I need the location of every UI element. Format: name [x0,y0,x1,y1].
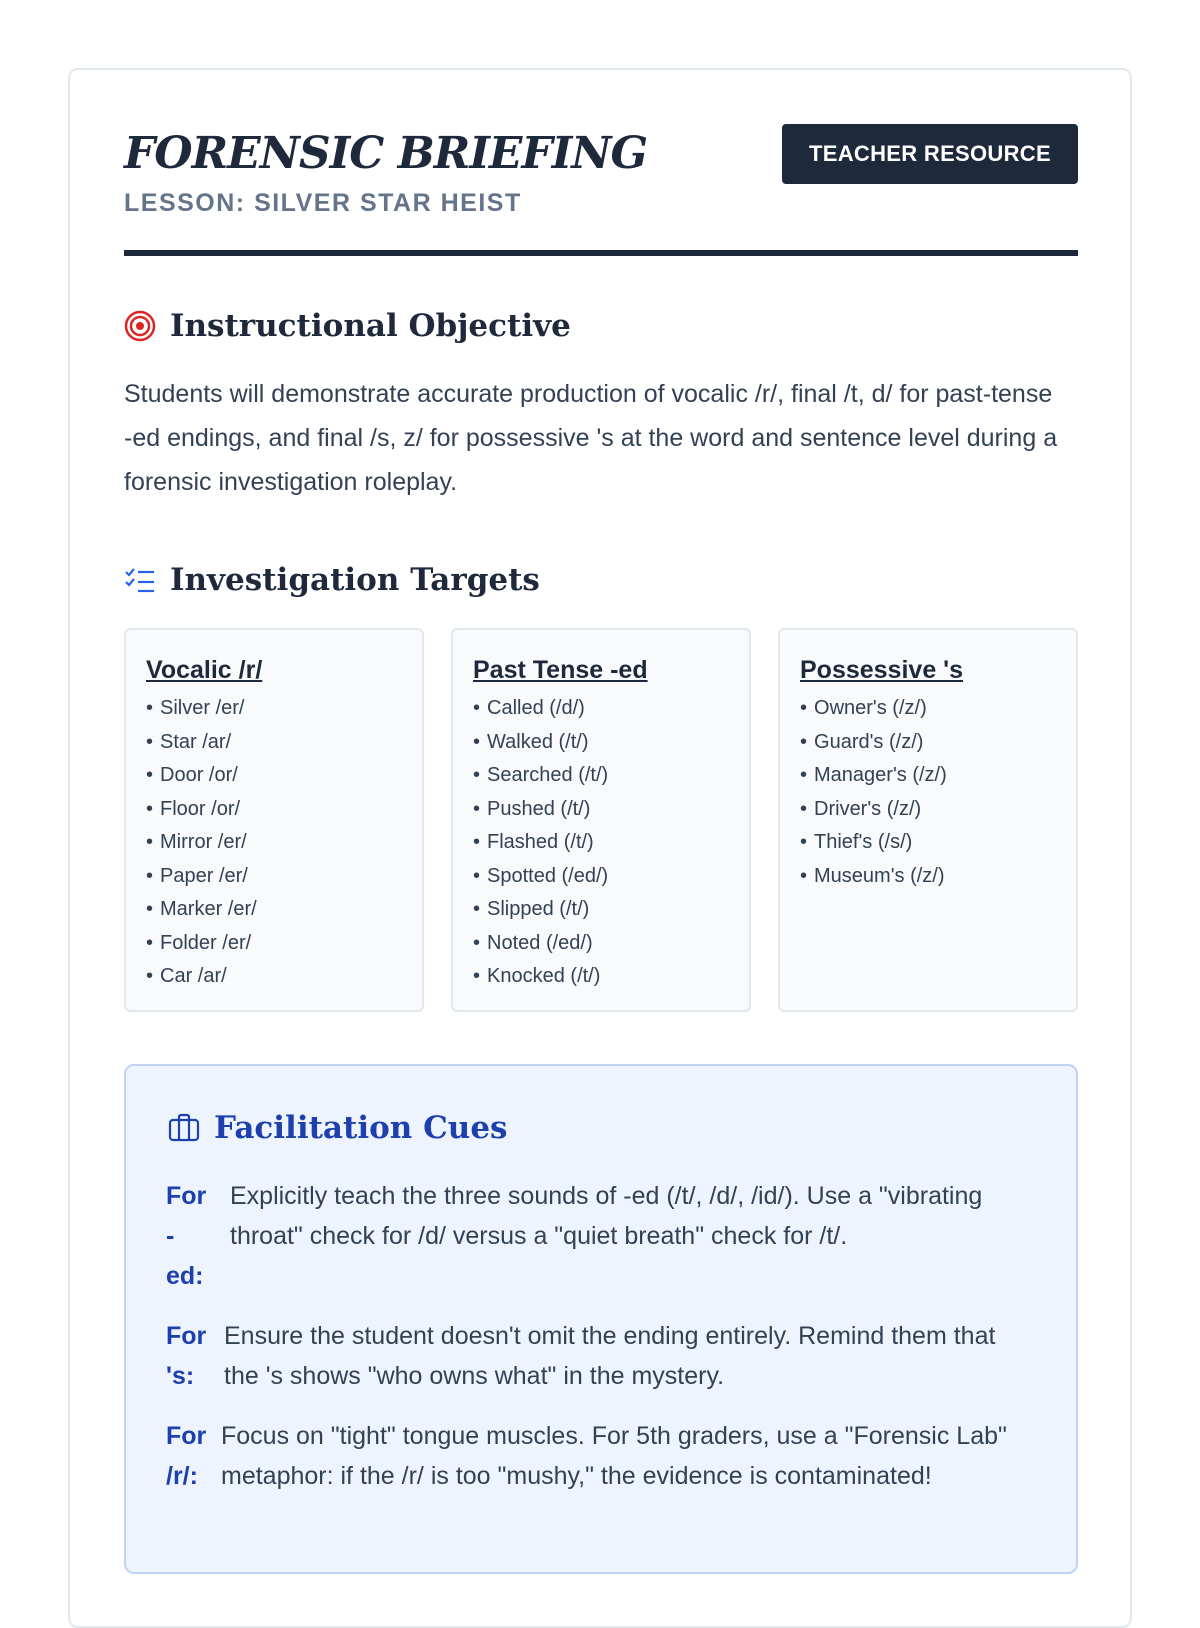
cue-key-line: For [166,1322,207,1350]
list-item: • Paper /er/ [146,860,402,894]
list-item: • Pushed (/t/) [473,793,729,827]
objective-heading-label: Instructional Objective [170,308,571,344]
targets-grid [124,628,1078,1012]
list-item: • Star /ar/ [146,726,402,760]
target-icon [124,310,156,342]
list-item: • Manager's (/z/) [800,759,1056,793]
list-item: • Called (/d/) [473,692,729,726]
cue-text: Explicitly teach the three sounds of -ed (/t/, /d/, /id/). Use a "vibrating throat" check for /d/ versus a "quiet breath" check for /t/. [230,1182,983,1250]
lesson-subtitle: LESSON: SILVER STAR HEIST [124,189,522,217]
cue-possessive [166,1316,1026,1396]
cues-heading [168,1110,508,1146]
cues-heading-label: Facilitation Cues [214,1110,508,1146]
list-item: • Knocked (/t/) [473,960,729,994]
target-card-past-tense [451,628,751,1012]
cue-text: Ensure the student doesn't omit the ending entirely. Remind them that the 's shows "who owns what" in the mystery. [224,1322,996,1390]
cue-key [166,1416,221,1496]
list-item: • Owner's (/z/) [800,692,1056,726]
list-item: • Mirror /er/ [146,826,402,860]
target-card-possessive [778,628,1078,1012]
cue-ed [166,1176,1026,1296]
cue-key-line: - [166,1222,175,1250]
cue-key-line: For [166,1422,207,1450]
facilitation-cues-panel [124,1064,1078,1574]
targets-heading [124,562,540,598]
cue-text: Focus on "tight" tongue muscles. For 5th graders, use a "Forensic Lab" metaphor: if the /r/ is too "mushy," the evidence is contaminated! [221,1422,1007,1490]
list-item: • Driver's (/z/) [800,793,1056,827]
cue-key [166,1316,224,1396]
checklist-icon [124,564,156,596]
cue-key-line: For [166,1182,207,1210]
list-item: • Noted (/ed/) [473,927,729,961]
list-item: • Searched (/t/) [473,759,729,793]
header-divider [124,250,1078,256]
list-item: • Silver /er/ [146,692,402,726]
cue-vocalic-r [166,1416,1026,1496]
list-item: • Car /ar/ [146,960,402,994]
cue-key-line: /r/: [166,1462,198,1490]
target-card-title: Vocalic /r/ [146,656,263,684]
objective-heading [124,308,571,344]
page-title: FORENSIC BRIEFING [124,128,648,179]
list-item: • Door /or/ [146,759,402,793]
list-item: • Flashed (/t/) [473,826,729,860]
list-item: • Guard's (/z/) [800,726,1056,760]
list-item: • Floor /or/ [146,793,402,827]
cue-key [166,1176,230,1296]
target-list [146,692,402,994]
target-card-title: Possessive 's [800,656,964,684]
list-item: • Museum's (/z/) [800,860,1056,894]
briefcase-icon [168,1112,200,1144]
target-list [473,692,729,994]
objective-text: Students will demonstrate accurate production of vocalic /r/, final /t, d/ for past-tense -ed endings, and final /s, z/ for possessive 's at the word and sentence level during a forensic investigation roleplay. [124,380,1058,496]
target-list [800,692,1056,893]
target-card-title: Past Tense -ed [473,656,648,684]
cue-key-line: ed: [166,1262,204,1290]
list-item: • Marker /er/ [146,893,402,927]
list-item: • Folder /er/ [146,927,402,961]
list-item: • Slipped (/t/) [473,893,729,927]
targets-heading-label: Investigation Targets [170,562,540,598]
list-item: • Thief's (/s/) [800,826,1056,860]
list-item: • Spotted (/ed/) [473,860,729,894]
teacher-resource-badge: TEACHER RESOURCE [782,124,1078,184]
cue-key-line: 's: [166,1362,195,1390]
target-card-vocalic-r [124,628,424,1012]
list-item: • Walked (/t/) [473,726,729,760]
